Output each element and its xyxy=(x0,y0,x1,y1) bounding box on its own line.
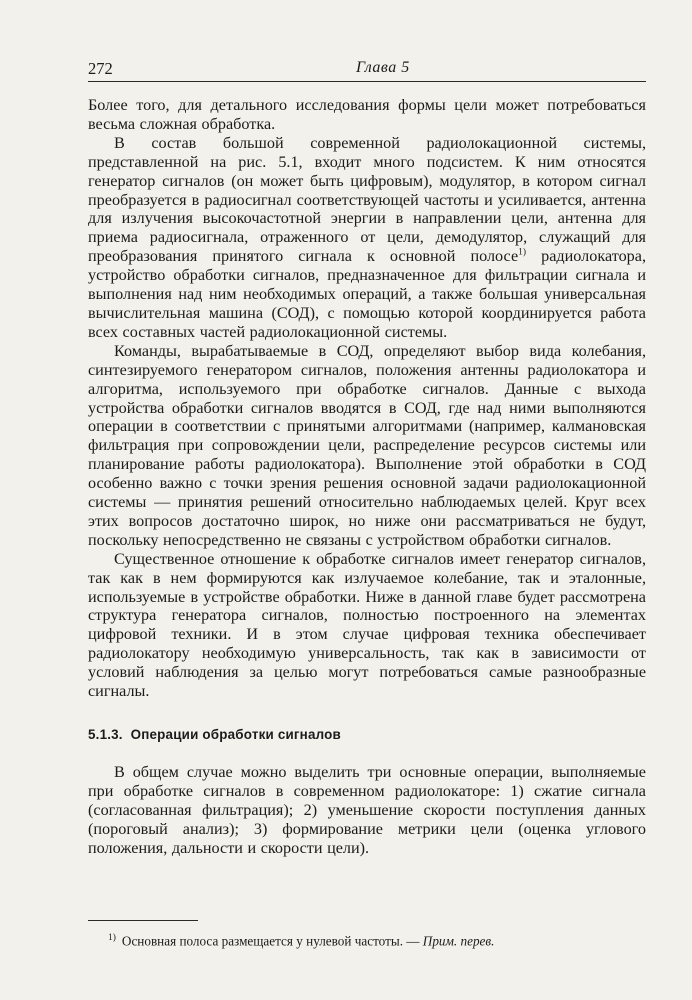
footnote-translator-note: Прим. перев. xyxy=(422,933,495,949)
paragraph: Существенное отношение к обработке сигналов имеет генератор сигналов, так как в нем формируются как излучаемое колебание, так и эталонные, используемые в устройстве обработки. Ниже в данной главе будет рассмотрена структура генератора сигналов, полностью построенного на элементах цифровой техники. И в этом случае цифровая техника обеспечивает радиолокатору необходимую универсальность, так как в зависимости от условий наблюдения за целью могут потребоваться самые разнообразные сигналы. xyxy=(88,549,646,701)
header-rule xyxy=(88,81,646,82)
page-number: 272 xyxy=(88,59,113,78)
footnote-mark: 1) xyxy=(108,933,116,943)
paragraph-text: В состав большой современной радиолокационной системы, представленной на рис. 5.1, входит много подсистем. К ним относятся генератор сигналов (он может быть цифровым), модулятор, в котором сигнал преобразуется в радиосигнал соответствующей частоты и усиливается, антенна для излучения высокочастотной энергии в направлении цели, антенна для приема радиосигнала, отраженного от цели, демодулятор, служащий для преобразования принятого сигнала к основной полосе xyxy=(88,133,646,266)
section-heading xyxy=(88,727,646,742)
section-title: Операции обработки сигналов xyxy=(130,727,341,742)
paragraph: В общем случае можно выделить три основные операции, выполняемые при обработке сигналов в современном радиолокаторе: 1) сжатие сигнала (согласованная фильтрация); 2) уменьшение скорости поступления данных (пороговый анализ); 3) формирование метрики цели (оценка углового положения, дальности и скорости цели). xyxy=(88,763,646,857)
running-head: Глава 5 xyxy=(356,59,410,76)
footnote-rule xyxy=(88,920,198,921)
paragraph: Команды, вырабатываемые в СОД, определяют выбор вида колебания, синтезируемого генератором сигналов, положения антенны радиолокатора и алгоритма, используемого при обработке сигналов. Данные с выхода устройства обработки сигналов вводятся в СОД, где над ними выполняются операции в соответствии с принятыми алгоритмами (например, калмановская фильтрация при сопровождении цели, распределение ресурсов системы или планирование работы радиолокатора). Выполнение этой обработки в СОД особенно важно с точки зрения решения основной задачи радиолокационной системы — принятия решений относительно наблюдаемых целей. Круг всех этих вопросов достаточно широк, но ниже они рассматриваться не будут, поскольку непосредственно не связаны с устройством обработки сигналов. xyxy=(88,341,646,549)
paragraph: Более того, для детального исследования формы цели может потребоваться весьма сложная обработка. xyxy=(88,96,646,133)
footnote-reference[interactable]: 1) xyxy=(518,247,527,258)
paragraph-text: радиолокатора, устройство обработки сигналов, предназначенное для фильтрации сигнала и выполнения над ним необходимых операций, а также большая универсальная вычислительная машина (СОД), с помощью которой координируется работа всех составных частей радиолокационной системы. xyxy=(88,247,646,341)
body-text xyxy=(88,96,646,858)
page-header xyxy=(88,59,648,83)
paragraph xyxy=(88,134,646,342)
section-number: 5.1.3. xyxy=(88,727,123,742)
footnote-text: Основная полоса размещается у нулевой частоты. — xyxy=(121,933,423,949)
footnote xyxy=(108,930,648,949)
